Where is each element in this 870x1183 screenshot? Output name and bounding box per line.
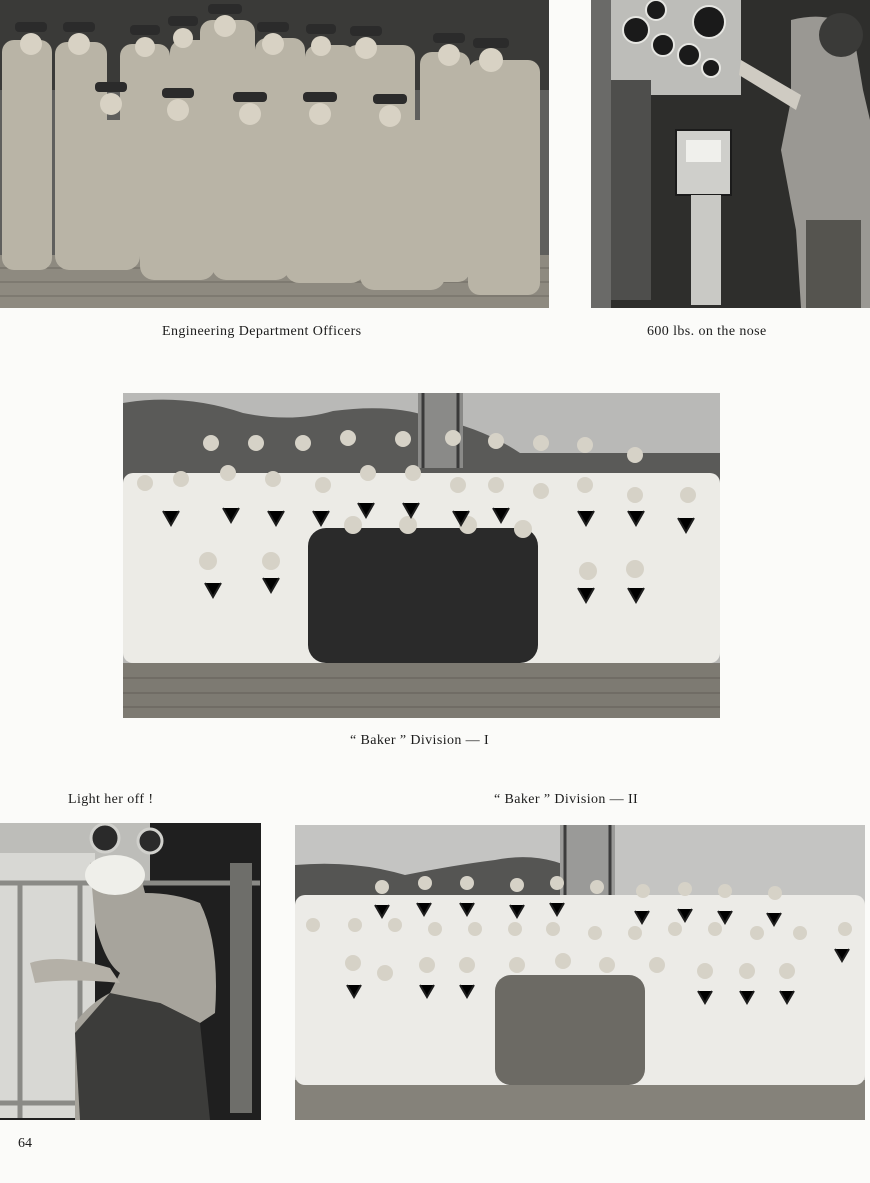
photo-gauge-panel: [591, 0, 870, 308]
photo-baker-division-two: [295, 825, 865, 1120]
caption-baker-division-two: “ Baker ” Division — II: [494, 792, 639, 807]
caption-light-off: Light her off !: [68, 792, 154, 807]
baker-division-two-image: [295, 825, 865, 1120]
light-off-image: [0, 823, 261, 1120]
photo-light-off: [0, 823, 261, 1120]
officers-group-image: [0, 0, 549, 308]
baker-division-one-image: [123, 393, 720, 718]
photo-engineering-officers: [0, 0, 549, 308]
gauge-panel-image: [591, 0, 870, 308]
caption-nose: 600 lbs. on the nose: [647, 324, 767, 339]
caption-engineering-officers: Engineering Department Officers: [162, 324, 362, 339]
photo-baker-division-one: [123, 393, 720, 718]
caption-baker-division-one: “ Baker ” Division — I: [350, 733, 490, 748]
page-number: 64: [18, 1136, 32, 1151]
